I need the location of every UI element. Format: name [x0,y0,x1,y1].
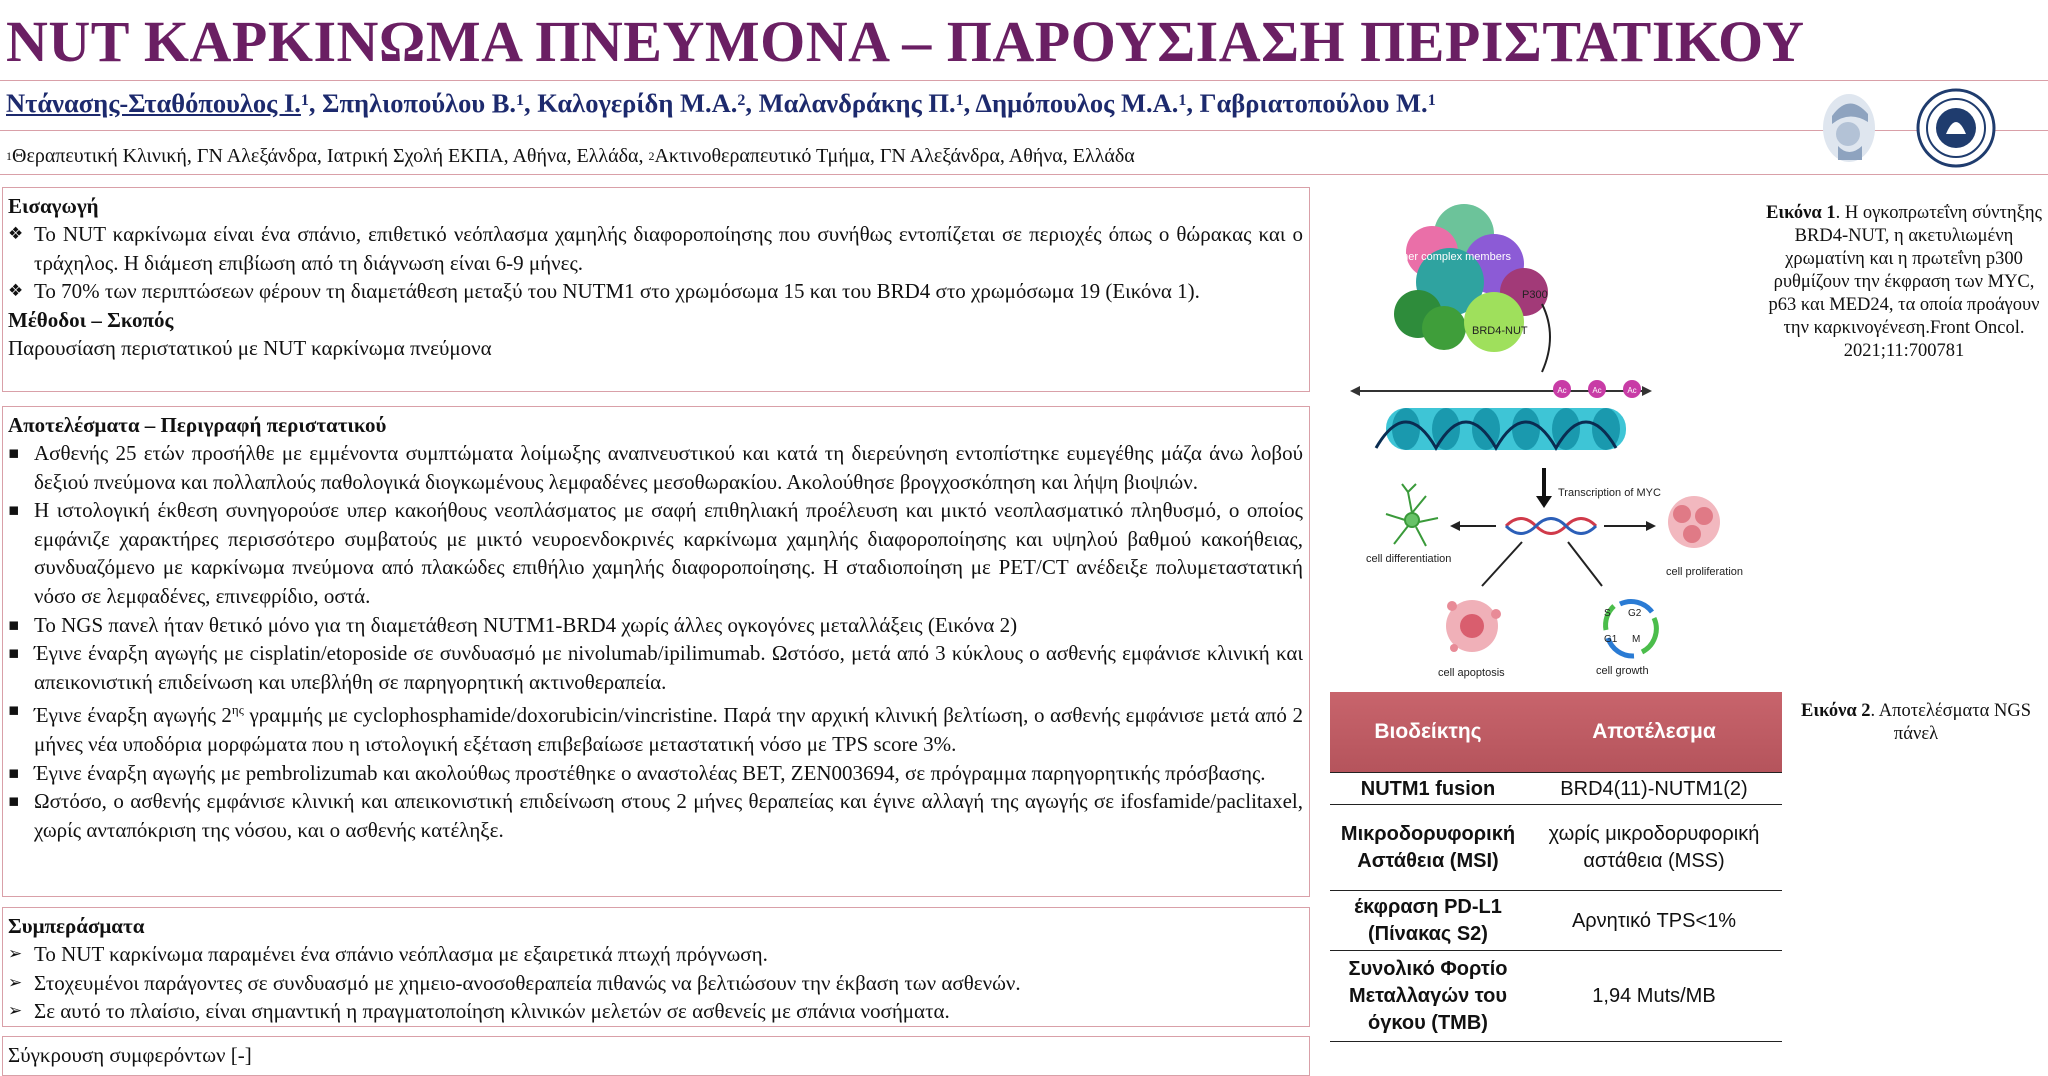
figure2-caption-label: Εικόνα 2 [1801,701,1871,721]
table-cell: Αρνητικό TPS<1% [1571,909,1737,932]
list-item: ➢ Το NUT καρκίνωμα παραμένει ένα σπάνιο νεόπλασμα με εξαιρετικά πτωχή πρόγνωση. [8,940,1303,969]
title-divider [0,80,2048,81]
square-bullet-icon: ▪ [8,443,20,463]
table-cell: NUTM1 fusion [1360,777,1496,800]
author-name: Σπηλιοπούλου Β. [322,88,517,118]
author-affiliation-sup: 1 [516,92,525,109]
neuron-icon [1386,484,1438,546]
table-row [1330,950,1782,1042]
growth-label: cell growth [1596,665,1649,677]
figure2-caption-text: . Αποτελέσματα NGS πάνελ [1870,701,2031,744]
author-separator: , [963,88,976,118]
list-item: ▪ Έγινε έναρξη αγωγής με pembrolizumab και ακολούθως προστέθηκε ο αναστολέας BET, ZEN003694, σε πρόγραμμα παρηγορητικής πρόσβασης. [8,759,1303,788]
methods-text: Παρουσίαση περιστατικού με NUT καρκίνωμα πνεύμονα [8,335,492,360]
results-list [8,439,1303,844]
list-item: ▪ Ωστόσο, ο ασθενής εμφάνισε κλινική και απεικονιστική επιδείνωση στους 2 μήνες θεραπείας και έγινε αλλαγή της αγωγής σε ifosfamide/paclitaxel, χωρίς ανταπόκριση της νόσου, και ο ασθενής κατέληξε. [8,789,1303,842]
conflict-text: Σύγκρουση συμφερόντων [-] [8,1043,252,1067]
list-item: ➢ Στοχευμένοι παράγοντες σε συνδυασμό με χημειο-ανοσοθεραπεία πιθανώς να βελτιώσουν την έκβαση των ασθενών. [8,969,1303,998]
author-separator: , [524,88,538,118]
list-item: ▪ Η ιστολογική έκθεση συνηγορούσε υπερ κακοήθους νεοπλάσματος με σαφή επιθηλιακή προέλευση και μικτό νεοπλασματικό πληθυσμό, ο οποίος εμφάνιζε χαρακτήρες περισσότερο συμβατούς με μικτό νευροενδοκρινές καρκίνωμα χαμηλής διαφοροποίησης και υψηλού βαθμού κακοήθειας, συνδυαζόμενο με καρκίνωμα πνεύμονα από πλακώδες επιθήλιο χαμηλής διαφοροποίησης. Η σταδιοποίηση με PET/CT ανέδειξε πολυμεταστατική νόσο σε λεμφαδένες, επινεφρίδιο, οστά. [8,498,1303,608]
arrow [1482,542,1522,586]
table-cell: 1,94 Muts/MB [1592,984,1716,1007]
table-cell: χωρίς μικροδορυφορική αστάθεια (MSS) [1548,823,1760,872]
differentiation-label: cell differentiation [1366,553,1452,565]
table-row [1330,890,1782,951]
intro-section [2,187,1310,392]
ac-label: Ac [1592,386,1602,395]
diamond-bullet-icon: ❖ [8,224,24,244]
table-header [1330,692,1782,772]
author-name: Δημόπουλος Μ.Α. [975,88,1179,118]
phase-s-label: S [1604,608,1611,619]
complex-label: other complex members [1393,251,1511,263]
results-section [2,406,1310,897]
arrow-down-icon [1536,496,1552,508]
author-list [6,86,1436,120]
apoptosis-icon [1446,600,1501,652]
author-name: Μαλανδράκης Π. [758,88,956,118]
poster-title: NUT ΚΑΡΚΙΝΩΜΑ ΠΝΕΥΜΟΝΑ – ΠΑΡΟΥΣΙΑΣΗ ΠΕΡΙΣΤΑΤΙΚΟΥ [6,9,1805,74]
list-item: ▪ Το NGS πανελ ήταν θετικό μόνο για τη διαμετάθεση NUTM1-BRD4 χωρίς άλλες ογκογόνες μεταλλάξεις (Εικόνα 2) [8,611,1303,640]
square-bullet-icon: ▪ [8,791,20,812]
table-row [1330,804,1782,891]
proliferation-icon [1668,496,1720,548]
column-header: Βιοδείκτης [1374,720,1482,743]
column-header: Αποτέλεσμα [1592,720,1716,743]
list-item: ▪ Έγινε έναρξη αγωγής $2^{\eta\varsigma}$ γραμμής με cyclophosphamide/doxorubicin/vincristine. Παρά την αρχική κλινική βελτίωση, ο ασθενής εμφάνισε μετά από 2 μήνες νέα υποδόρια μορφώματα που η ιστολογική εξέταση επιβεβαίωσε μεταστατική νόσο με TPS score 3%. [8,696,1303,758]
arrow-left-icon [1450,521,1460,531]
author-separator: , [745,88,759,118]
dna-helix [1506,519,1596,534]
arrow-bullet-icon: ➢ [8,1001,23,1022]
table-cell: Μικροδορυφορική Αστάθεια (MSI) [1340,823,1516,872]
authors-divider [0,130,2048,131]
brd4nut-label: BRD4-NUT [1472,325,1528,337]
ac-label: Ac [1627,386,1637,395]
square-bullet-icon: ▪ [8,643,20,664]
table-row [1330,772,1782,805]
proliferation-label: cell proliferation [1666,566,1744,578]
ac-label: Ac [1557,386,1567,395]
complex-blob [1422,306,1466,350]
arrow-bullet-icon: ➢ [8,944,23,964]
list-item: ➢ Σε αυτό το πλαίσιο, είναι σημαντική η πραγματοποίηση κλινικών μελετών σε ασθενείς με σπάνια νοσήματα. [8,997,1303,1026]
conclusions-section [2,907,1310,1027]
apoptosis-label: cell apoptosis [1438,667,1505,679]
author-name: Ντάνασης-Σταθόπουλος Ι. [6,88,301,118]
arrow-right-icon [1646,521,1656,531]
phase-g2-label: G2 [1628,608,1642,619]
author-affiliation-sup: 2 [737,92,746,109]
author-name: Καλογερίδη Μ.Α. [537,88,738,118]
conclusions-list [8,940,1303,1026]
author-separator: , [1186,88,1200,118]
conclusions-heading: Συμπεράσματα [8,914,145,938]
ngs-results-table [1330,692,1782,1050]
author-affiliation-sup: 1 [1178,92,1187,109]
intro-heading: Εισαγωγή [8,194,99,218]
square-bullet-icon: ▪ [8,614,20,635]
list-item: ❖ Το NUT καρκίνωμα είναι ένα σπάνιο, επιθετικό νεόπλασμα χαμηλής διαφοροποίησης που συνήθως εντοπίζεται σε περιοχές όπως ο θώρακας και ο τράχηλος. Η διάμεση επιβίωση από τη διάγνωση είναι 6-9 μήνες. [8,222,1303,275]
athena-logo [1818,88,1880,166]
author-affiliation-sup: 1 [300,92,309,109]
author-name: Γαβριατοπούλου Μ. [1199,88,1428,118]
list-item: ▪ Έγινε έναρξη αγωγής με cisplatin/etoposide σε συνδυασμό με nivolumab/ipilimumab. Ωστόσο, μετά από 3 κύκλους ο ασθενής εμφάνισε κλινική και απεικονιστική επιδείνωση και υπεβλήθη σε παρηγορητική ακτινοθεραπεία. [8,641,1303,694]
figure2-caption [1788,700,2044,746]
dna-helix [1506,519,1596,534]
affil-divider [0,174,2048,175]
methods-heading: Μέθοδοι – Σκοπός [8,307,174,332]
p300-label: P300 [1522,289,1548,301]
complex-blob [1464,292,1524,352]
list-item: ❖ Το 70% των περιπτώσεων φέρουν τη διαμετάθεση μεταξύ του NUTM1 στο χρωμόσωμα 15 και του BRD4 στο χρωμόσωμα 19 (Εικόνα 1). [8,277,1303,306]
conflict-section [2,1036,1310,1076]
arrow-left-icon [1350,386,1360,396]
list-item: ▪ Ασθενής 25 ετών προσήλθε με εμμένοντα συμπτώματα λοίμωξης αναπνευστικού και κατά τη διερεύνηση εντοπίστηκε ευμεγέθης μάζα άνω λοβού δεξιού πνεύμονα και πολλαπλούς παθολογικά διογκωμένους λεμφαδένες μεσοθωρακίου. Ακολούθησε βρογχοσκόπηση και λήψη βιοψιών. [8,441,1303,494]
author-affiliation-sup: 1 [955,92,964,109]
square-bullet-icon: ▪ [8,762,20,783]
table-cell: έκφραση PD-L1 (Πίνακας S2) [1354,896,1502,945]
affiliations [6,143,1135,169]
figure1-caption-text: . Η ογκοπρωτεΐνη σύντηξης BRD4-NUT, η ακετυλιωμένη χρωματίνη και η πρωτεΐνη p300 ρυθμίζουν την έκφραση των MYC, p63 και MED24, τα οποία προάγουν την καρκινογένεση.Front Oncol. 2021;11:700781 [1768,203,2042,361]
transcription-label: Transcription of MYC [1558,487,1661,499]
intro-list [8,220,1303,306]
university-seal [1916,88,1996,168]
table-cell: BRD4(11)-NUTM1(2) [1560,777,1748,800]
phase-g1-label: G1 [1604,634,1618,645]
figure1-caption [1766,202,2042,363]
arrow [1542,304,1550,372]
arrow-bullet-icon: ➢ [8,972,23,993]
square-bullet-icon: ▪ [8,500,20,521]
diamond-bullet-icon: ❖ [8,281,24,302]
arrow-right-icon [1642,386,1652,396]
author-affiliation-sup: 1 [1427,92,1436,109]
results-heading: Αποτελέσματα – Περιγραφή περιστατικού [8,413,387,437]
phase-m-label: M [1632,634,1641,645]
table-cell: Συνολικό Φορτίο Μεταλλαγών του όγκου (TMB) [1348,957,1508,1034]
square-bullet-icon: ▪ [8,700,20,721]
affiliation-2: Ακτινοθεραπευτικό Τμήμα, ΓΝ Αλεξάνδρα, Αθήνα, Ελλάδα [654,145,1135,167]
affiliation-sup-1: 1 [6,149,12,163]
affiliation-1: Θεραπευτική Κλινική, ΓΝ Αλεξάνδρα, Ιατρική Σχολή ΕΚΠΑ, Αθήνα, Ελλάδα, [12,145,649,167]
author-separator: , [308,88,323,118]
affiliation-sup-2: 2 [648,149,655,163]
figure1-caption-label: Εικόνα 1 [1766,203,1836,223]
arrow [1568,542,1602,586]
figure1-diagram [1346,186,1766,686]
